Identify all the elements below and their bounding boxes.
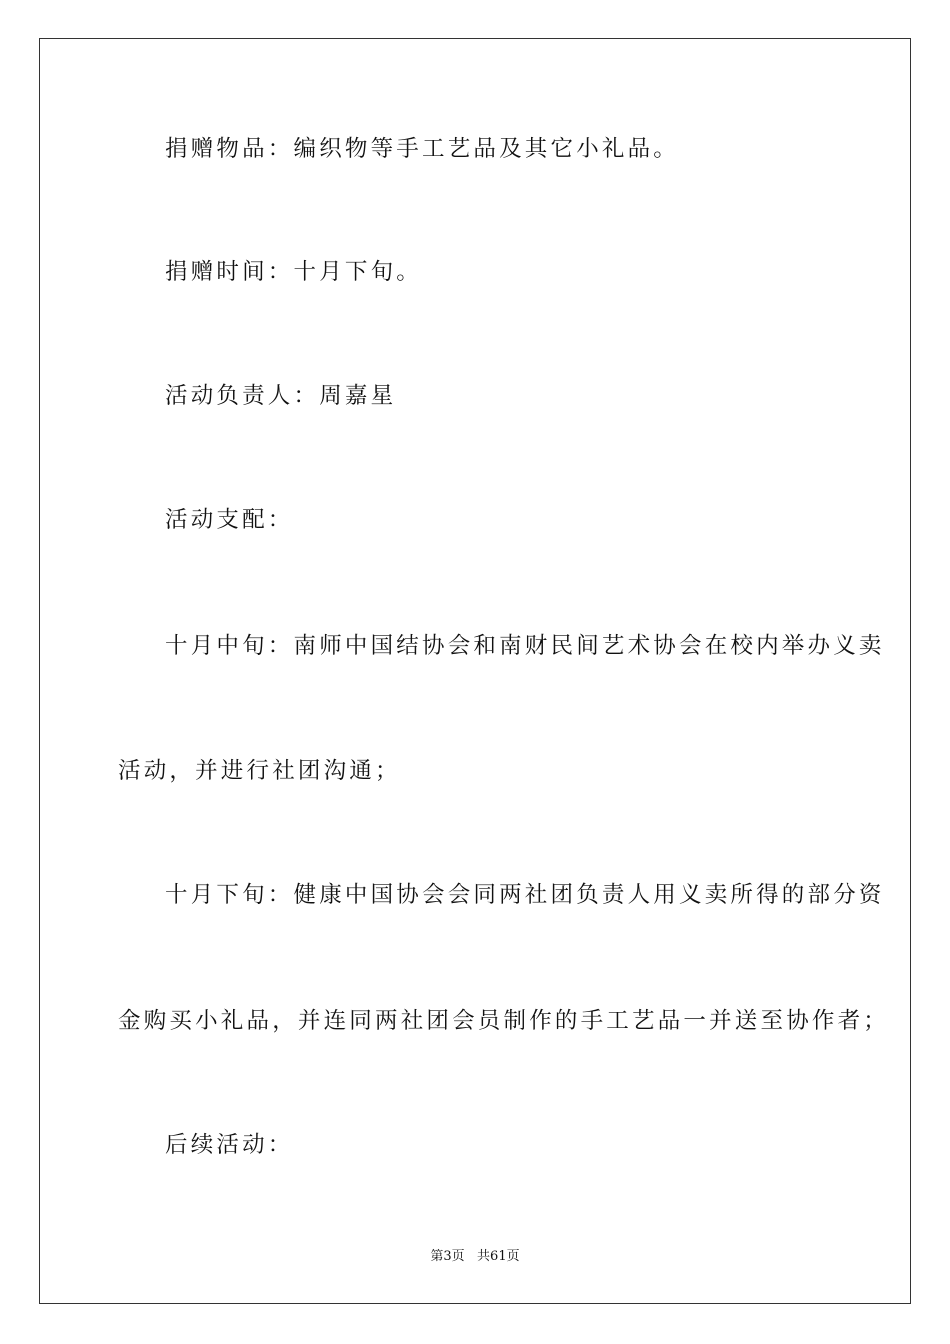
- paragraph-mid-october-line1: 十月中旬：南师中国结协会和南财民间艺术协会在校内举办义卖: [165, 633, 885, 659]
- paragraph-donation-time: 捐赠时间：十月下旬。: [165, 259, 423, 285]
- paragraph-late-october-line1: 十月下旬：健康中国协会会同两社团负责人用义卖所得的部分资: [165, 882, 885, 908]
- page-footer: 第3页 共61页: [430, 1249, 520, 1264]
- paragraph-late-october-line2: 金购买小礼品，并连同两社团会员制作的手工艺品一并送至协作者；: [118, 1008, 890, 1034]
- paragraph-donation-items: 捐赠物品：编织物等手工艺品及其它小礼品。: [165, 136, 680, 162]
- page-border: [39, 38, 911, 1304]
- paragraph-person-in-charge: 活动负责人：周嘉星: [165, 383, 397, 409]
- paragraph-follow-up: 后续活动：: [165, 1132, 294, 1158]
- paragraph-mid-october-line2: 活动，并进行社团沟通；: [118, 758, 401, 784]
- paragraph-activity-arrangement: 活动支配：: [165, 507, 294, 533]
